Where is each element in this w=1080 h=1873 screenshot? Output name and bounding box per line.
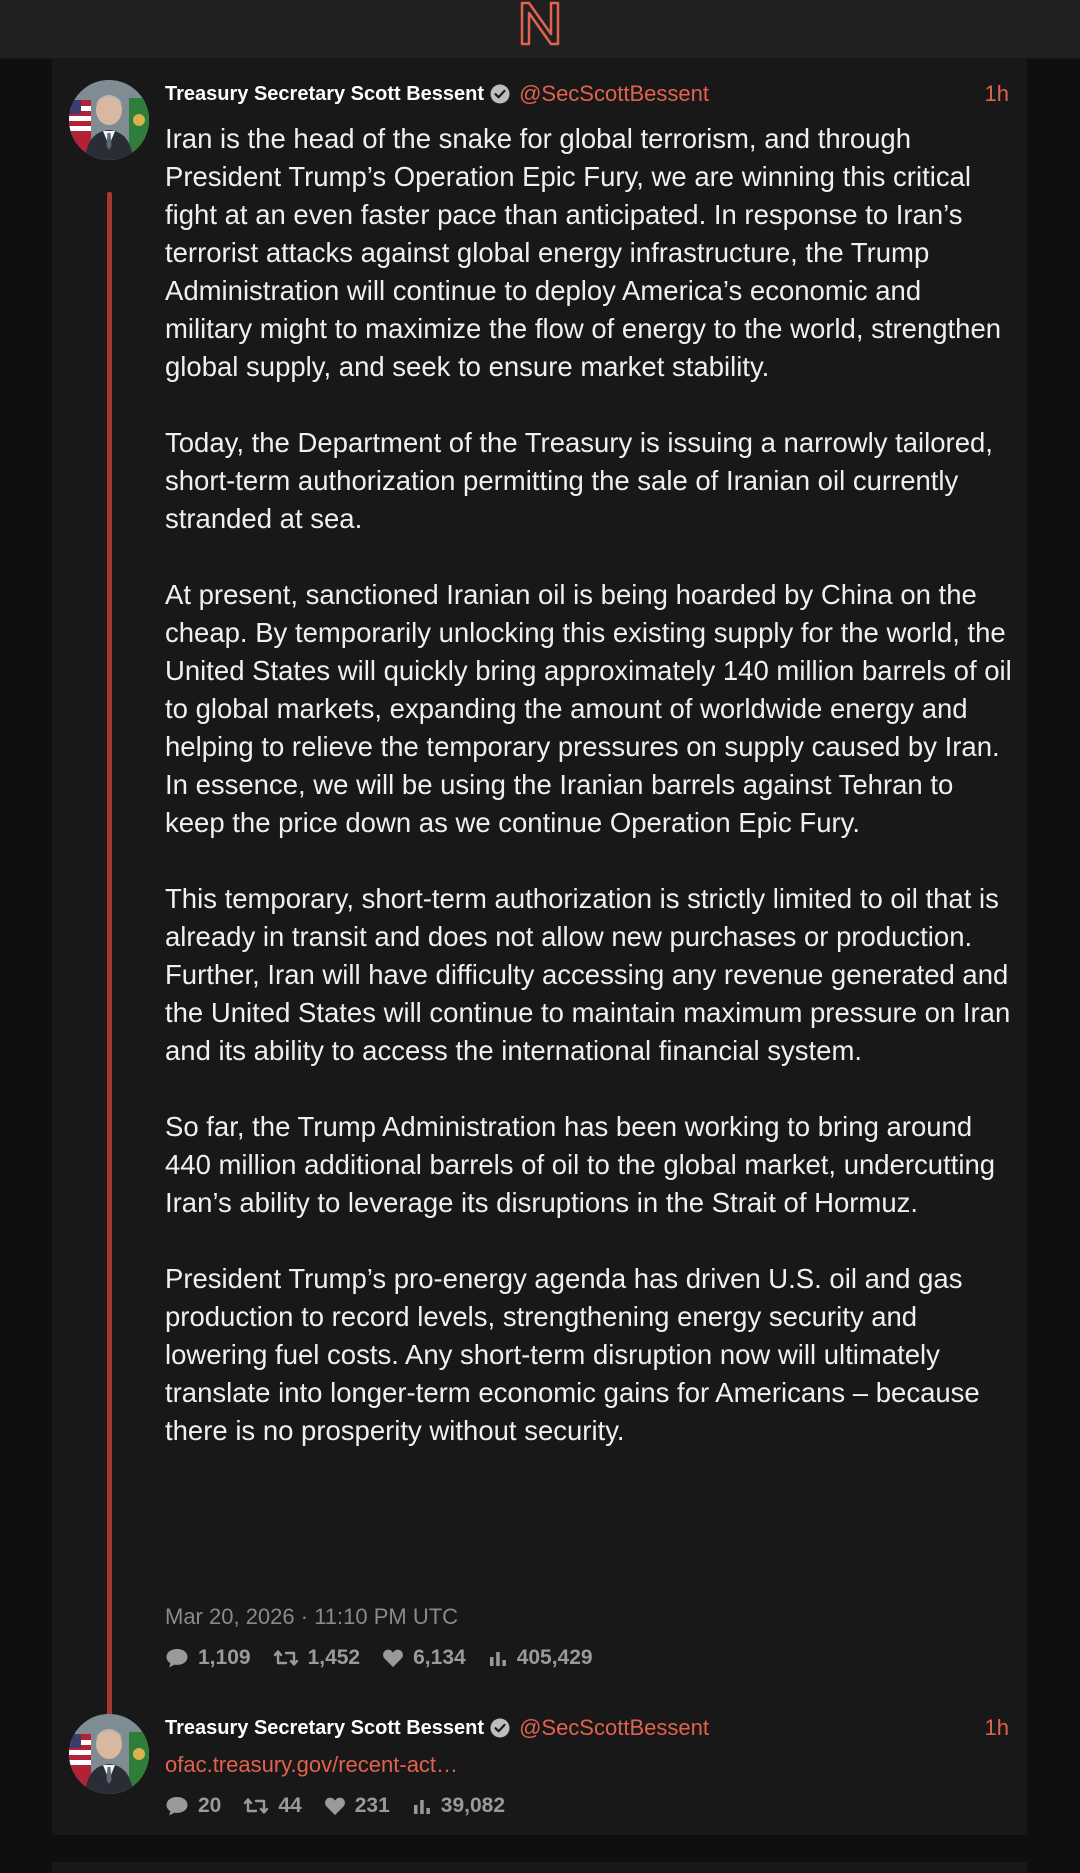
verified-badge-icon	[490, 84, 510, 104]
heart-icon	[324, 1796, 346, 1816]
reply-stat[interactable]	[165, 1794, 221, 1818]
tweet-paragraph: President Trump’s pro-energy agenda has driven U.S. oil and gas production to record levels, strengthening energy security and lowering fuel costs. Any short-term disruption now will ultimately translate into longer-term economic gains for Americans – because there is no prosperity without security.	[165, 1263, 980, 1446]
tweet-age[interactable]: 1h	[984, 1715, 1009, 1740]
reply-count: 1,109	[198, 1646, 251, 1669]
author-name[interactable]: Treasury Secretary Scott Bessent	[165, 1716, 485, 1739]
timeline-card	[52, 58, 1027, 1835]
views-stat	[412, 1794, 505, 1818]
views-chart-icon	[412, 1797, 432, 1815]
views-count: 405,429	[516, 1646, 593, 1669]
views-chart-icon	[488, 1649, 508, 1667]
like-stat[interactable]	[382, 1646, 466, 1670]
tweet-link[interactable]: ofac.treasury.gov/recent-act…	[165, 1752, 459, 1777]
verified-badge-icon	[490, 1718, 510, 1738]
retweet-count: 1,452	[307, 1646, 361, 1669]
retweet-icon	[243, 1796, 269, 1816]
tweet-header	[165, 80, 1009, 108]
tweet-date[interactable]: Mar 20, 2026 · 11:10 PM UTC	[165, 1604, 459, 1629]
like-count: 6,134	[413, 1646, 466, 1669]
avatar[interactable]	[69, 1714, 149, 1794]
tweet-paragraph: Iran is the head of the snake for global terrorism, and through President Trump’s Operation Epic Fury, we are winning this critical fight at an even faster pace than anticipated. In response to Iran’s terrorist attacks against global energy infrastructure, the Trump Administration will continue to deploy America’s economic and military might to maximize the flow of energy to the world, strengthen global supply, and seek to ensure market stability.	[165, 123, 1002, 382]
tweet-paragraph: Today, the Department of the Treasury is issuing a narrowly tailored, short-term authorization permitting the sale of Iranian oil currently stranded at sea.	[165, 427, 993, 534]
tweet-stats	[165, 1646, 615, 1670]
avatar-image	[69, 1714, 149, 1794]
tweet-header	[165, 1714, 1009, 1742]
views-stat	[488, 1646, 593, 1670]
author-handle[interactable]: @SecScottBessent	[519, 81, 709, 106]
tweet-paragraph: This temporary, short-term authorization is strictly limited to oil that is already in transit and does not allow new purchases or production. Further, Iran will have difficulty accessing any revenue generated and the United States will continue to maintain maximum pressure on Iran and its ability to access the international financial system.	[165, 883, 1011, 1066]
like-count: 231	[354, 1794, 390, 1817]
nitter-logo-icon[interactable]	[518, 0, 562, 46]
like-stat[interactable]	[324, 1794, 390, 1818]
avatar[interactable]	[69, 80, 149, 160]
author-handle[interactable]: @SecScottBessent	[519, 1715, 709, 1740]
retweet-count: 44	[278, 1794, 302, 1817]
reply-icon	[165, 1647, 189, 1669]
tweet-content	[165, 120, 1015, 1450]
reply-icon	[165, 1795, 189, 1817]
reply-count: 20	[198, 1794, 222, 1817]
retweet-stat[interactable]	[273, 1646, 361, 1670]
top-bar	[0, 0, 1080, 59]
next-card-edge	[52, 1862, 1027, 1873]
tweet-age[interactable]: 1h	[984, 81, 1009, 106]
thread-line	[107, 192, 112, 1728]
views-count: 39,082	[440, 1794, 505, 1817]
reply-stat[interactable]	[165, 1646, 251, 1670]
tweet-paragraph: So far, the Trump Administration has been working to bring around 440 million additional barrels of oil to the global market, undercutting Iran’s ability to leverage its disruptions in the Strait of Hormuz.	[165, 1111, 996, 1218]
author-name[interactable]: Treasury Secretary Scott Bessent	[165, 82, 485, 105]
retweet-icon	[273, 1648, 299, 1668]
avatar-image	[69, 80, 149, 160]
tweet-stats	[165, 1794, 527, 1818]
retweet-stat[interactable]	[243, 1794, 301, 1818]
heart-icon	[382, 1648, 404, 1668]
tweet-paragraph: At present, sanctioned Iranian oil is being hoarded by China on the cheap. By temporarily unlocking this existing supply for the world, the United States will quickly bring approximately 140 million barrels of oil to global markets, expanding the amount of worldwide energy and helping to relieve the temporary pressures on supply caused by Iran. In essence, we will be using the Iranian barrels against Tehran to keep the price down as we continue Operation Epic Fury.	[165, 579, 1012, 838]
